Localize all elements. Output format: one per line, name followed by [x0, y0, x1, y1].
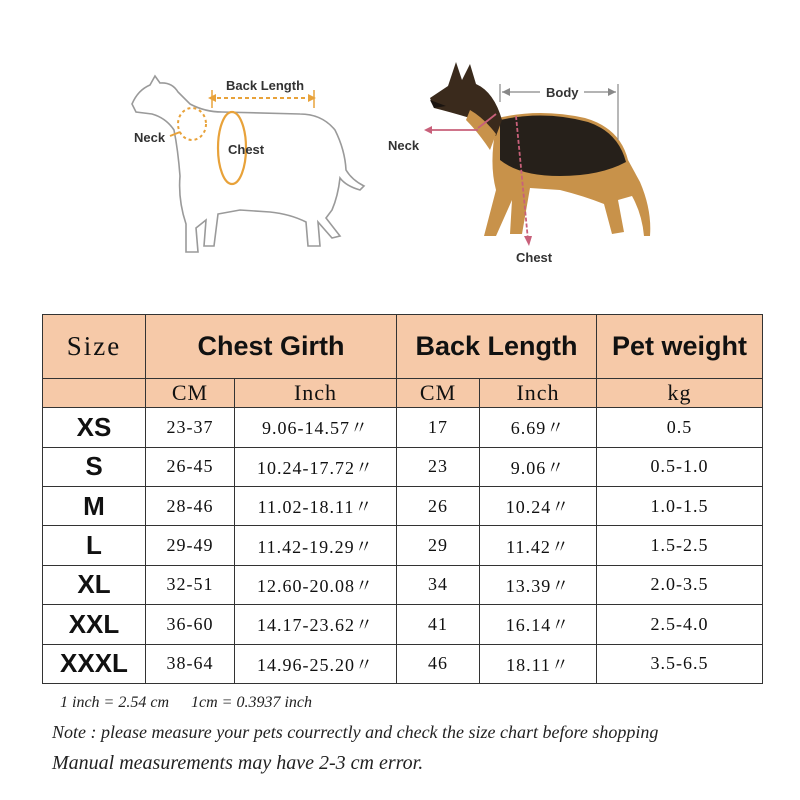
cell-back-inch: 11.42〃 — [480, 526, 597, 565]
cell-size: XXXL — [43, 644, 146, 683]
chest-label-left: Chest — [228, 142, 265, 157]
cell-back-inch: 18.11〃 — [480, 644, 597, 683]
cell-chest-cm: 26-45 — [146, 447, 235, 486]
cell-back-inch: 9.06〃 — [480, 447, 597, 486]
neck-label-left: Neck — [134, 130, 166, 145]
cell-size: S — [43, 447, 146, 486]
neck-label-right: Neck — [388, 138, 420, 153]
table-row — [43, 565, 763, 604]
cell-chest-cm: 23-37 — [146, 408, 235, 447]
cell-weight: 0.5-1.0 — [597, 447, 763, 486]
cell-chest-inch: 10.24-17.72〃 — [235, 447, 397, 486]
table-row — [43, 526, 763, 565]
cell-weight: 0.5 — [597, 408, 763, 447]
cell-chest-inch: 14.17-23.62〃 — [235, 605, 397, 644]
outline-dog-icon — [132, 76, 364, 252]
table-header-row — [43, 315, 763, 379]
cell-weight: 1.5-2.5 — [597, 526, 763, 565]
chest-label-right: Chest — [516, 250, 553, 265]
cell-chest-inch: 9.06-14.57〃 — [235, 408, 397, 447]
cell-size: L — [43, 526, 146, 565]
notes — [52, 694, 772, 782]
cell-weight: 2.0-3.5 — [597, 565, 763, 604]
cell-back-cm: 17 — [397, 408, 480, 447]
error-note: Manual measurements may have 2-3 cm error. — [52, 752, 424, 774]
conversion-cm: 1cm = 0.3937 inch — [191, 694, 312, 711]
cell-back-cm: 29 — [397, 526, 480, 565]
chest-cm-header: CM — [146, 379, 235, 408]
size-unit-blank — [43, 379, 146, 408]
back-cm-header: CM — [397, 379, 480, 408]
cell-chest-inch: 11.02-18.11〃 — [235, 487, 397, 526]
chest-inch-header: Inch — [235, 379, 397, 408]
cell-weight: 2.5-4.0 — [597, 605, 763, 644]
cell-chest-cm: 28-46 — [146, 487, 235, 526]
cell-chest-inch: 12.60-20.08〃 — [235, 565, 397, 604]
cell-back-cm: 34 — [397, 565, 480, 604]
cell-size: M — [43, 487, 146, 526]
cell-size: XL — [43, 565, 146, 604]
conversion-note — [60, 694, 772, 720]
cell-chest-inch: 14.96-25.20〃 — [235, 644, 397, 683]
cell-back-inch: 6.69〃 — [480, 408, 597, 447]
back-length-header: Back Length — [397, 315, 597, 379]
back-inch-header: Inch — [480, 379, 597, 408]
body-label: Body — [546, 85, 579, 100]
conversion-inch: 1 inch = 2.54 cm — [60, 694, 169, 711]
table-row — [43, 408, 763, 447]
size-header: Size — [43, 315, 146, 379]
cell-back-cm: 46 — [397, 644, 480, 683]
chest-girth-header: Chest Girth — [146, 315, 397, 379]
cell-back-cm: 41 — [397, 605, 480, 644]
cell-chest-inch: 11.42-19.29〃 — [235, 526, 397, 565]
cell-size: XXL — [43, 605, 146, 644]
cell-chest-cm: 29-49 — [146, 526, 235, 565]
cell-back-cm: 26 — [397, 487, 480, 526]
back-length-label: Back Length — [226, 78, 305, 93]
cell-size: XS — [43, 408, 146, 447]
cell-back-inch: 13.39〃 — [480, 565, 597, 604]
table-row — [43, 447, 763, 486]
pet-weight-header: Pet weight — [597, 315, 763, 379]
table-row — [43, 487, 763, 526]
table-row — [43, 605, 763, 644]
cell-weight: 1.0-1.5 — [597, 487, 763, 526]
cell-weight: 3.5-6.5 — [597, 644, 763, 683]
measure-note: Note : please measure your pets courrectly and check the size chart before shopping — [52, 722, 659, 742]
weight-unit-header: kg — [597, 379, 763, 408]
cell-back-cm: 23 — [397, 447, 480, 486]
cell-chest-cm: 38-64 — [146, 644, 235, 683]
cell-chest-cm: 32-51 — [146, 565, 235, 604]
cell-chest-cm: 36-60 — [146, 605, 235, 644]
outline-dog-diagram — [132, 76, 364, 252]
shepherd-dog-diagram — [388, 62, 650, 265]
measurement-illustrations — [0, 0, 800, 300]
table-unit-row — [43, 379, 763, 408]
cell-back-inch: 16.14〃 — [480, 605, 597, 644]
table-row — [43, 644, 763, 683]
size-chart-table — [42, 314, 763, 684]
german-shepherd-icon — [430, 62, 650, 236]
cell-back-inch: 10.24〃 — [480, 487, 597, 526]
